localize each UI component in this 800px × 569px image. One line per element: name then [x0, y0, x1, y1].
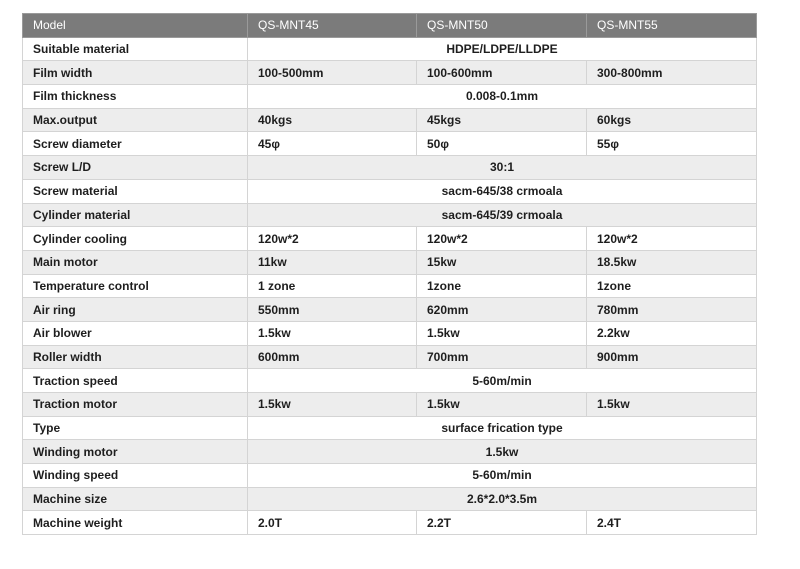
row-label: Roller width: [23, 345, 248, 369]
row-label: Temperature control: [23, 274, 248, 298]
row-value-model-3: 18.5kw: [587, 250, 757, 274]
row-value-model-3: 55φ: [587, 132, 757, 156]
row-value-model-2: 50φ: [417, 132, 587, 156]
row-value-model-3: 2.2kw: [587, 321, 757, 345]
row-value-all-models: 1.5kw: [248, 440, 757, 464]
row-value-model-1: 45φ: [248, 132, 417, 156]
table-row: [23, 511, 757, 535]
row-value-model-3: 2.4T: [587, 511, 757, 535]
table-row: [23, 85, 757, 109]
row-label: Screw L/D: [23, 156, 248, 180]
header-model-3: QS-MNT55: [587, 14, 757, 38]
table-row: [23, 203, 757, 227]
row-label: Cylinder cooling: [23, 227, 248, 251]
row-value-model-2: 620mm: [417, 298, 587, 322]
header-model-2: QS-MNT50: [417, 14, 587, 38]
table-row: [23, 416, 757, 440]
row-value-model-1: 40kgs: [248, 108, 417, 132]
row-label: Air ring: [23, 298, 248, 322]
row-value-model-3: 1zone: [587, 274, 757, 298]
row-label: Air blower: [23, 321, 248, 345]
row-value-all-models: 5-60m/min: [248, 464, 757, 488]
row-value-model-2: 45kgs: [417, 108, 587, 132]
table-body: [23, 37, 757, 534]
table-row: [23, 440, 757, 464]
row-value-model-2: 120w*2: [417, 227, 587, 251]
table-row: [23, 108, 757, 132]
row-value-model-1: 550mm: [248, 298, 417, 322]
table-row: [23, 464, 757, 488]
row-value-model-3: 1.5kw: [587, 393, 757, 417]
row-value-model-1: 1.5kw: [248, 321, 417, 345]
row-label: Main motor: [23, 250, 248, 274]
table-row: [23, 393, 757, 417]
row-label: Type: [23, 416, 248, 440]
header-row: [23, 14, 757, 38]
row-value-all-models: HDPE/LDPE/LLDPE: [248, 37, 757, 61]
row-value-model-3: 780mm: [587, 298, 757, 322]
row-value-model-1: 120w*2: [248, 227, 417, 251]
row-value-all-models: sacm-645/38 crmoala: [248, 179, 757, 203]
row-label: Suitable material: [23, 37, 248, 61]
row-label: Cylinder material: [23, 203, 248, 227]
row-value-all-models: 5-60m/min: [248, 369, 757, 393]
table-row: [23, 250, 757, 274]
table-row: [23, 61, 757, 85]
table-row: [23, 227, 757, 251]
table-row: [23, 487, 757, 511]
row-label: Machine weight: [23, 511, 248, 535]
row-label: Traction motor: [23, 393, 248, 417]
row-label: Traction speed: [23, 369, 248, 393]
row-value-model-2: 700mm: [417, 345, 587, 369]
row-value-model-2: 100-600mm: [417, 61, 587, 85]
row-value-model-1: 11kw: [248, 250, 417, 274]
row-value-all-models: 30:1: [248, 156, 757, 180]
table-row: [23, 274, 757, 298]
row-label: Machine size: [23, 487, 248, 511]
row-value-model-3: 300-800mm: [587, 61, 757, 85]
row-value-model-2: 1.5kw: [417, 321, 587, 345]
row-value-all-models: 2.6*2.0*3.5m: [248, 487, 757, 511]
table-row: [23, 345, 757, 369]
row-value-model-2: 1.5kw: [417, 393, 587, 417]
row-label: Screw material: [23, 179, 248, 203]
row-value-model-3: 60kgs: [587, 108, 757, 132]
row-value-model-1: 100-500mm: [248, 61, 417, 85]
row-value-model-1: 1.5kw: [248, 393, 417, 417]
row-value-all-models: sacm-645/39 crmoala: [248, 203, 757, 227]
table-row: [23, 369, 757, 393]
row-value-model-1: 600mm: [248, 345, 417, 369]
row-value-model-2: 15kw: [417, 250, 587, 274]
table-row: [23, 298, 757, 322]
row-value-model-1: 1 zone: [248, 274, 417, 298]
table-row: [23, 132, 757, 156]
table-row: [23, 156, 757, 180]
row-value-model-3: 120w*2: [587, 227, 757, 251]
table-row: [23, 321, 757, 345]
row-label: Film thickness: [23, 85, 248, 109]
spec-table: [22, 13, 757, 535]
header-model-1: QS-MNT45: [248, 14, 417, 38]
row-label: Screw diameter: [23, 132, 248, 156]
row-value-all-models: 0.008-0.1mm: [248, 85, 757, 109]
table-header: [23, 14, 757, 38]
row-value-model-2: 2.2T: [417, 511, 587, 535]
row-value-model-1: 2.0T: [248, 511, 417, 535]
table-row: [23, 179, 757, 203]
row-label: Film width: [23, 61, 248, 85]
row-value-model-2: 1zone: [417, 274, 587, 298]
row-value-model-3: 900mm: [587, 345, 757, 369]
row-label: Max.output: [23, 108, 248, 132]
header-model-label: Model: [23, 14, 248, 38]
row-label: Winding motor: [23, 440, 248, 464]
table-row: [23, 37, 757, 61]
row-label: Winding speed: [23, 464, 248, 488]
row-value-all-models: surface frication type: [248, 416, 757, 440]
